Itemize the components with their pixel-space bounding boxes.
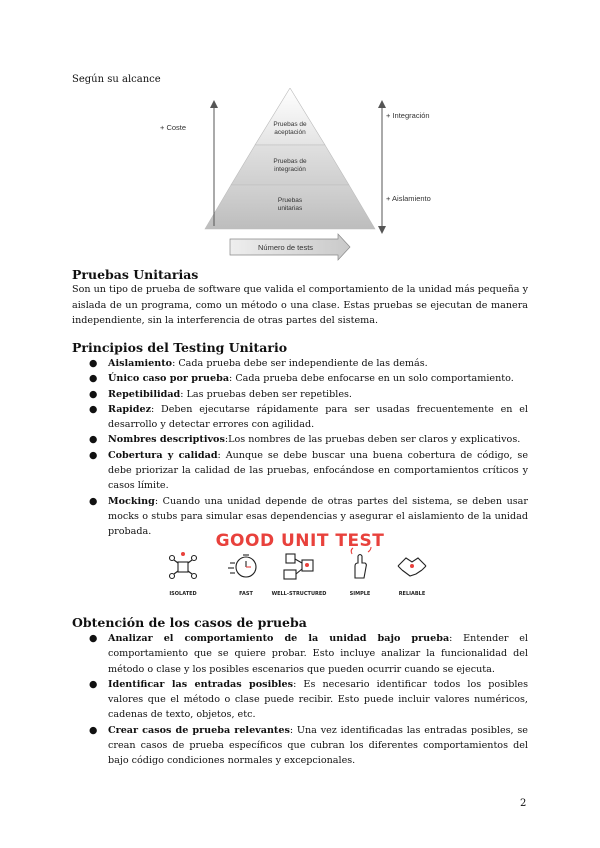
banner-label-isolated: ISOLATED: [169, 591, 197, 597]
test-pyramid-diagram: [150, 88, 450, 263]
section-paragraph-pruebas-unitarias: Son un tipo de prueba de software que valida el comportamiento de la unidad más pequeña y aislada de un programa, como un método o una clase. Estas pruebas se ejecutan de manera independiente, sin la interferencia de otras partes del sistema.: [72, 284, 528, 326]
section-title-pruebas-unitarias: Pruebas Unitarias: [72, 267, 199, 282]
list-item: ● Identificar las entradas posibles: Es necesario identificar todos los posibles valores que el método o clase puede recibir. Esto puede incluir valores numéricos, cadenas de texto, objetos, etc.: [89, 678, 528, 721]
right-up-arrow-head: [378, 100, 386, 108]
pyramid-bottom-line1: Pruebas: [277, 197, 303, 204]
pyramid-middle-line2: integración: [274, 166, 306, 173]
well-structured-icon: [284, 554, 313, 579]
list-item: ● Aislamiento: Cada prueba debe ser independiente de las demás.: [89, 358, 428, 369]
list-item: ● Nombres descriptivos:Los nombres de las pruebas deben ser claros y explicativos.: [89, 434, 521, 446]
list-item: ● Analizar el comportamiento de la unidad bajo prueba: Entender el comportamiento que se quiere probar. Esto incluye analizar la funcionalidad del método o clase y los posibles escenarios que pueden ocurrir cuando se ejecuta.: [89, 633, 528, 675]
page-number: 2: [520, 798, 527, 809]
good-unit-test-banner: [160, 530, 440, 605]
pyramid-top-line1: Pruebas de: [273, 121, 307, 128]
pyramid-middle-band: [231, 145, 349, 185]
banner-label-simple: SIMPLE: [349, 591, 371, 597]
banner-title: GOOD UNIT TEST: [215, 531, 385, 551]
section-title-obtencion: Obtención de los casos de prueba: [72, 615, 307, 630]
reliable-icon: [398, 558, 426, 576]
right-label-integracion: + Integración: [386, 111, 430, 120]
list-item: ● Repetibilidad: Las pruebas deben ser repetibles.: [89, 388, 352, 400]
banner-label-reliable: RELIABLE: [398, 591, 426, 597]
banner-label-well-structured: WELL-STRUCTURED: [271, 591, 327, 597]
simple-icon: [351, 547, 371, 578]
fast-icon: [228, 555, 256, 577]
test-case-list: [72, 631, 528, 769]
bottom-arrow-label: Número de tests: [258, 243, 314, 252]
pyramid-top-band: [255, 88, 325, 145]
pyramid-top-line2: aceptación: [274, 129, 306, 136]
left-arrow-head: [210, 100, 218, 108]
right-label-aislamiento: + Aislamiento: [386, 194, 431, 203]
section-title-principios: Principios del Testing Unitario: [72, 340, 288, 355]
pyramid-middle-line1: Pruebas de: [273, 158, 307, 165]
list-item: ● Crear casos de prueba relevantes: Una vez identificadas las entradas posibles, se crean casos de prueba específicos que cubran los diferentes comportamientos del bajo código condiciones normales y excepcionales.: [89, 724, 528, 767]
isolated-icon: [170, 552, 197, 579]
list-item: ● Cobertura y calidad: Aunque se debe buscar una buena cobertura de código, se debe priorizar la calidad de las pruebas, enfocándose en comportamientos críticos y casos límite.: [89, 449, 528, 492]
list-item: ● Mocking: Cuando una unidad depende de otras partes del sistema, se deben usar mocks o stubs para simular esas dependencias y asegurar el aislamiento de la unidad probada.: [89, 495, 528, 538]
list-item: ● Rapidez: Deben ejecutarse rápidamente para ser usadas frecuentemente en el desarrollo y detectar errores con agilidad.: [89, 403, 528, 431]
intro-text: Según su alcance: [72, 74, 161, 85]
list-item: ● Único caso por prueba: Cada prueba debe enfocarse en un solo comportamiento.: [89, 373, 514, 385]
left-label-coste: + Coste: [160, 123, 187, 132]
right-down-arrow-head: [378, 226, 386, 234]
principles-list: [72, 356, 528, 540]
pyramid-bottom-line2: unitarias: [277, 205, 303, 212]
banner-label-fast: FAST: [239, 591, 253, 597]
